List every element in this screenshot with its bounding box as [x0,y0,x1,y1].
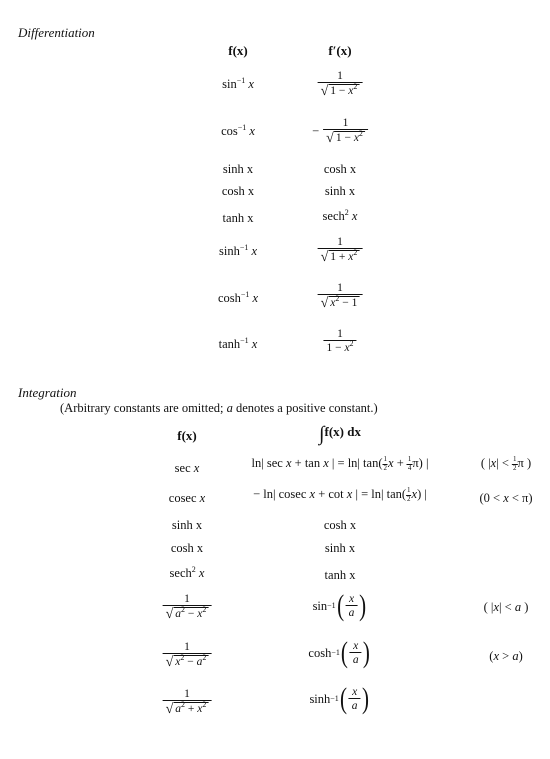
int-cond-arcosh: (x > a) [489,649,523,663]
int-f-sinh: sinh x [171,518,203,532]
diff-f-cosh: cosh x [221,184,255,198]
diff-f-tanh: tanh x [222,211,254,225]
diff-df-arcsin: 1 √ $1 - x^2$ [318,70,363,98]
int-f-sech2: sech$^2$ x [169,565,205,580]
int-cond-sec: ( |x| < $\frac{1}{2}$ π ) [480,455,532,472]
diff-f-arsinh: $\sinh^{-1} x$ [218,243,258,258]
int-f-cosh: cosh x [170,541,204,555]
int-result-arcsin: sin −1 ( $\frac{x}{a}$ ) [312,589,366,622]
diff-f-arcosh: $\cosh^{-1} x$ [217,290,259,305]
diff-df-tanh: sech$^2$ x [322,208,358,223]
int-cond-cosec: (0 < x < π) [479,491,533,505]
differentiation-heading: Differentiation [18,25,95,40]
diff-f-artanh: $\tanh^{-1} x$ [218,336,258,351]
diff-f-arccos: $\cos^{-1} x$ [221,123,255,138]
integration-heading: Integration [18,385,77,400]
integration-note: (Arbitrary constants are omitted; a denotes a positive constant.) [60,401,378,415]
diff-df-artanh: $\frac{1}{1 - x^2}$ [323,328,356,354]
int-result-sech2: tanh x [324,568,356,582]
int-f-inv-sqrt-x2-minus-a2: 1 √ $x^2 - a^2$ [163,641,212,669]
diff-col-f-header: f(x) [228,43,248,58]
int-result-sinh: cosh x [323,518,357,532]
diff-df-arcosh: 1 √ $x^2 - 1$ [318,282,363,310]
diff-col-df-header: f′(x) [328,43,352,58]
int-result-arcosh: cosh −1 ( $\frac{x}{a}$ ) [308,636,371,669]
diff-f-sinh: sinh x [222,162,254,176]
int-col-f-header: f(x) [177,428,197,443]
int-result-cosh: sinh x [324,541,356,555]
int-f-inv-sqrt-a2-minus-x2: 1 √ $a^2 - x^2$ [163,593,212,621]
int-col-int-header: ∫f(x) dx [319,423,361,445]
diff-df-arccos: − 1 √ $1 - x^2$ [312,117,368,145]
int-f-cosec: cosec x [168,491,206,505]
int-f-sec: sec x [174,461,200,475]
diff-df-sinh: cosh x [323,162,357,176]
int-result-arsinh: sinh −1 ( $\frac{x}{a}$ ) [309,682,370,715]
diff-f-arcsin: $\sin^{-1} x$ [222,76,254,91]
int-cond-arcsin: ( |x| < a ) [483,600,529,614]
int-result-cosec: − ln| cosec x + cot x | = ln| tan( $\frac{1}{2}$ x) | [253,486,427,503]
diff-df-cosh: sinh x [324,184,356,198]
diff-df-arsinh: 1 √ $1 + x^2$ [318,236,363,264]
int-result-sec: ln| sec x + tan x | = ln| tan( $\frac{1}{2}$ x + $\frac{1}{4}$ π) | [251,455,429,472]
int-f-inv-sqrt-a2-plus-x2: 1 √ $a^2 + x^2$ [163,688,212,716]
